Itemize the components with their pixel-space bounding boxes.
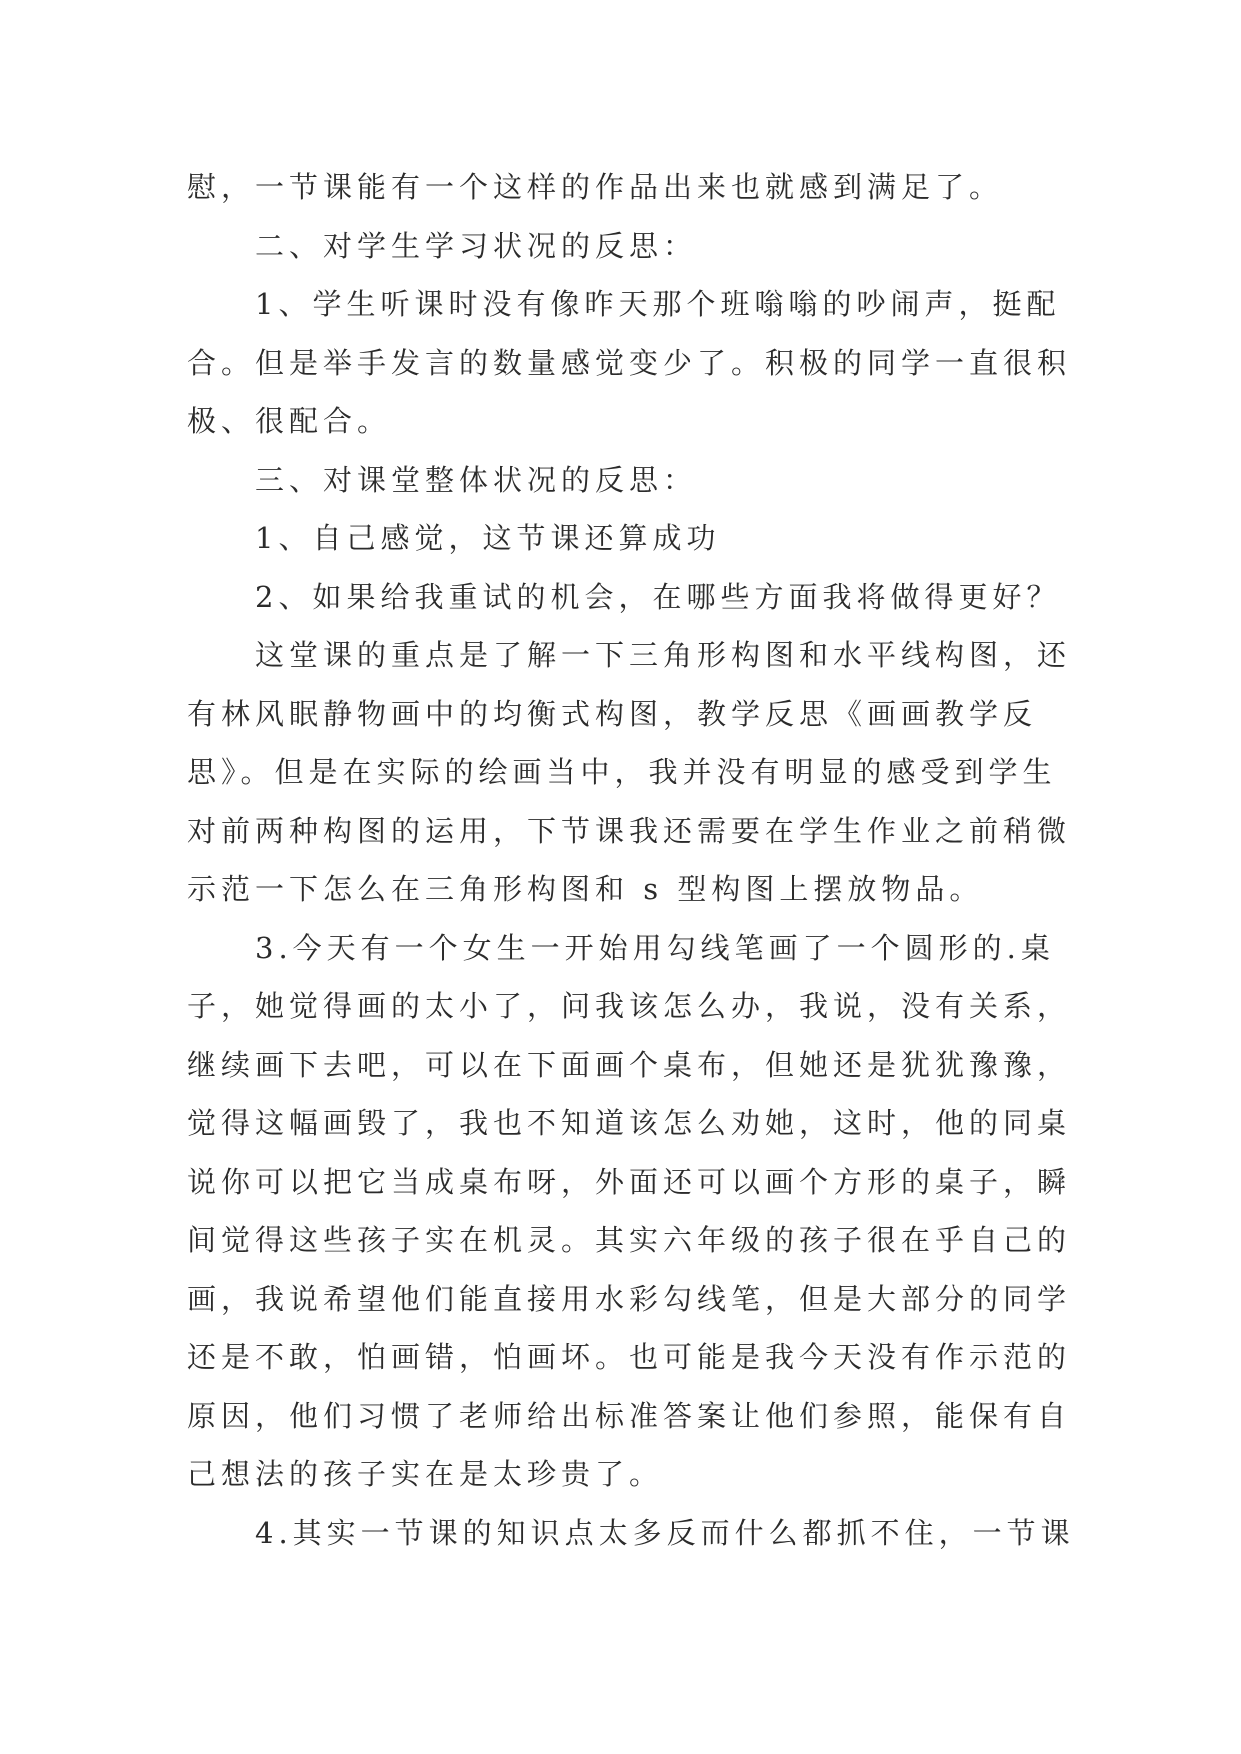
text-line: 3.今天有一个女生一开始用勾线笔画了一个圆形的.桌 — [255, 930, 1055, 965]
text-line: 1、学生听课时没有像昨天那个班嗡嗡的吵闹声，挺配 — [255, 287, 1061, 321]
text-line: 子，她觉得画的太小了，问我该怎么办，我说，没有关系， — [187, 989, 1072, 1023]
section-heading: 二、对学生学习状况的反思： — [255, 228, 698, 263]
text-line: 己想法的孩子实在是太珍贵了。 — [187, 1457, 664, 1491]
text-line: 极、很配合。 — [187, 404, 392, 438]
text-line: 示范一下怎么在三角形构图和 s 型构图上摆放物品。 — [187, 872, 984, 906]
text-line: 思》。但是在实际的绘画当中，我并没有明显的感受到学生 — [187, 755, 1057, 789]
text-line: 有林风眠静物画中的均衡式构图，教学反思《画画教学反 — [187, 696, 1038, 731]
text-line: 还是不敢，怕画错，怕画坏。也可能是我今天没有作示范的 — [187, 1340, 1072, 1374]
text-line: 间觉得这些孩子实在机灵。其实六年级的孩子很在乎自己的 — [187, 1223, 1072, 1257]
body-text — [187, 158, 1075, 1562]
text-line: 4.其实一节课的知识点太多反而什么都抓不住，一节课 — [255, 1515, 1075, 1550]
text-line: 慰，一节课能有一个这样的作品出来也就感到满足了。 — [187, 170, 1004, 204]
text-line: 说你可以把它当成桌布呀，外面还可以画个方形的桌子，瞬 — [187, 1164, 1072, 1199]
text-line: 1、自己感觉，这节课还算成功 — [255, 521, 721, 555]
text-line: 对前两种构图的运用，下节课我还需要在学生作业之前稍微 — [187, 813, 1072, 848]
text-line: 合。但是举手发言的数量感觉变少了。积极的同学一直很积 — [187, 345, 1072, 380]
text-line: 原因，他们习惯了老师给出标准答案让他们参照，能保有自 — [187, 1398, 1072, 1433]
text-line: 觉得这幅画毁了，我也不知道该怎么劝她，这时，他的同桌 — [187, 1106, 1072, 1140]
section-heading: 三、对课堂整体状况的反思： — [255, 462, 698, 497]
text-line: 这堂课的重点是了解一下三角形构图和水平线构图，还 — [255, 638, 1072, 672]
text-line: 2、如果给我重试的机会，在哪些方面我将做得更好？ — [255, 579, 1061, 614]
text-line: 继续画下去吧，可以在下面画个桌布，但她还是犹犹豫豫， — [187, 1047, 1072, 1082]
text-line: 画，我说希望他们能直接用水彩勾线笔，但是大部分的同学 — [187, 1281, 1072, 1316]
